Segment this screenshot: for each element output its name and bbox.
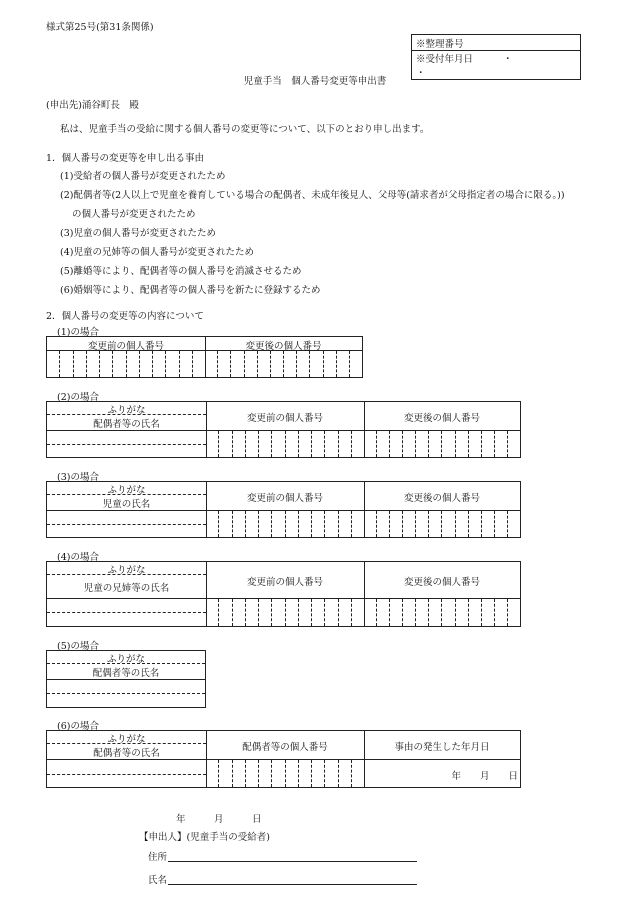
- case2-furigana-label: ふりがな: [107, 405, 146, 416]
- case2-label: (2)の場合: [57, 392, 99, 403]
- case1-table: [46, 336, 363, 378]
- case1-after-number-input[interactable]: [205, 351, 362, 377]
- section1-heading: 1．個人番号の変更等を申し出る事由: [46, 153, 205, 164]
- case6-name-label: 配偶者等の氏名: [93, 748, 160, 759]
- case5-label: (5)の場合: [57, 641, 99, 652]
- case2-table: [46, 401, 521, 458]
- case6-date-value: 年 月 日: [451, 771, 518, 782]
- case3-after-number-input[interactable]: [364, 511, 520, 537]
- name-input[interactable]: [168, 872, 417, 885]
- case5-name-input[interactable]: [47, 680, 205, 707]
- case5-furigana-label: ふりがな: [106, 654, 145, 665]
- case2-name-label: 配偶者等の氏名: [93, 419, 160, 430]
- reason-item-5: (5)離婚等により、配偶者等の個人番号を消滅させるため: [60, 266, 302, 277]
- addressee: (申出先)涌谷町長 殿: [46, 100, 139, 111]
- case3-name-label: 児童の氏名: [102, 499, 151, 510]
- received-date-label: ※受付年月日: [416, 54, 474, 65]
- case2-name-input[interactable]: [47, 431, 206, 457]
- case3-table: [46, 481, 521, 538]
- reason-item-4: (4)児童の兄姉等の個人番号が変更されたため: [60, 247, 254, 258]
- case5-name-label: 配偶者等の氏名: [92, 668, 160, 679]
- case6-date-input[interactable]: [364, 768, 520, 782]
- case4-after-number-input[interactable]: [364, 599, 520, 626]
- reason-item-2: (2)配偶者等(2人以上で児童を養育している場合の配偶者、未成年後見人、父母等(請求者が父母指定者の場合に限る。)): [60, 190, 565, 201]
- case5-table: [46, 650, 206, 708]
- reason-item-2-cont: の個人番号が変更されたため: [72, 209, 196, 220]
- case3-before-header: 変更前の個人番号: [246, 493, 323, 504]
- case1-before-header: 変更前の個人番号: [87, 341, 164, 352]
- case4-before-number-input[interactable]: [206, 599, 364, 626]
- case3-name-input[interactable]: [47, 511, 206, 537]
- case6-name-input[interactable]: [47, 760, 206, 787]
- reg-no-label: ※整理番号: [412, 35, 581, 51]
- case4-label: (4)の場合: [57, 552, 99, 563]
- case1-before-number-input[interactable]: [47, 351, 205, 377]
- case4-table: [46, 561, 521, 627]
- case6-date-header: 事由の発生した年月日: [394, 742, 490, 753]
- case4-name-label: 児童の兄姉等の氏名: [83, 583, 170, 594]
- case3-after-header: 変更後の個人番号: [403, 493, 480, 504]
- case6-number-input[interactable]: [206, 760, 364, 787]
- case6-furigana-label: ふりがな: [107, 734, 146, 745]
- reason-item-1: (1)受給者の個人番号が変更されたため: [60, 171, 226, 182]
- case4-furigana-label: ふりがな: [107, 565, 146, 576]
- case4-before-header: 変更前の個人番号: [246, 577, 323, 588]
- case6-table: [46, 730, 521, 788]
- applicant-label: 【申出人】(児童手当の受給者): [139, 832, 270, 843]
- reason-item-6: (6)婚姻等により、配偶者等の個人番号を新たに登録するため: [60, 285, 321, 296]
- case6-label: (6)の場合: [57, 721, 99, 732]
- case2-before-header: 変更前の個人番号: [246, 413, 323, 424]
- case3-furigana-label: ふりがな: [107, 485, 146, 496]
- received-date-dots: ・ ・: [416, 54, 531, 79]
- section2-heading: 2．個人番号の変更等の内容について: [46, 311, 204, 322]
- page-title: 児童手当 個人番号変更等申出書: [243, 76, 387, 87]
- case6-number-header: 配偶者等の個人番号: [242, 742, 328, 753]
- case3-before-number-input[interactable]: [206, 511, 364, 537]
- case4-name-input[interactable]: [47, 599, 206, 626]
- address-label: 住所: [148, 852, 168, 863]
- form-number: 様式第25号(第31条関係): [46, 22, 154, 33]
- submission-date[interactable]: 年 月 日: [176, 814, 262, 825]
- case3-label: (3)の場合: [57, 472, 99, 483]
- case2-after-number-input[interactable]: [364, 431, 520, 457]
- case1-label: (1)の場合: [57, 327, 99, 338]
- reason-item-3: (3)児童の個人番号が変更されたため: [60, 228, 216, 239]
- case2-before-number-input[interactable]: [206, 431, 364, 457]
- case4-after-header: 変更後の個人番号: [403, 577, 480, 588]
- case1-after-header: 変更後の個人番号: [245, 341, 322, 352]
- name-label: 氏名: [148, 875, 168, 886]
- address-input[interactable]: [168, 849, 417, 862]
- intro-text: 私は、児童手当の受給に関する個人番号の変更等について、以下のとおり申し出ます。: [60, 124, 430, 135]
- case2-after-header: 変更後の個人番号: [403, 413, 480, 424]
